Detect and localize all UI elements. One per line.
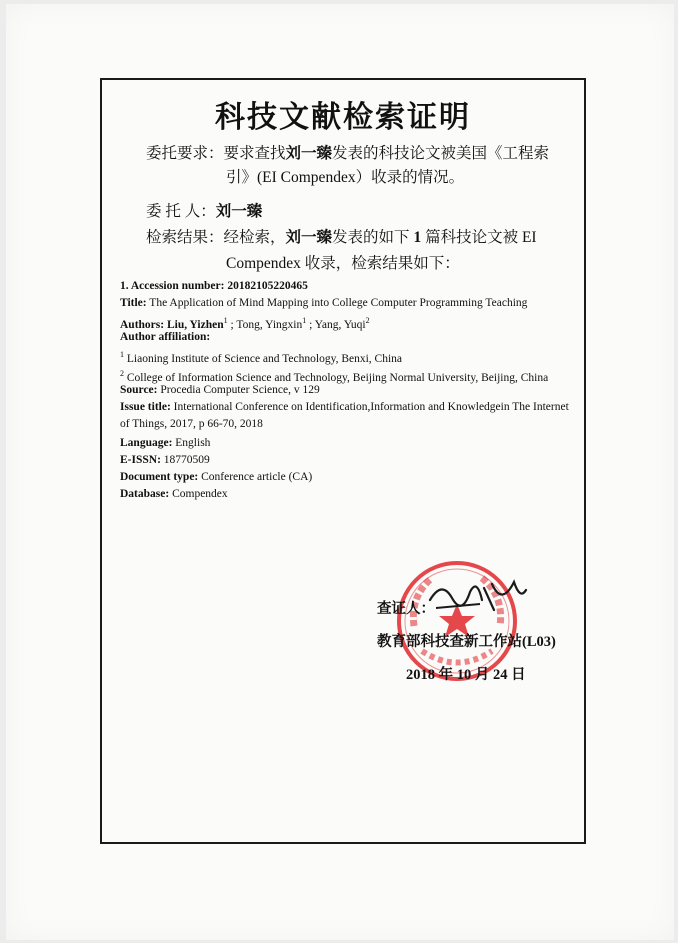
title-value: The Application of Mind Mapping into College Computer Programming Teaching — [146, 297, 528, 309]
request-name: 刘一臻 — [285, 145, 333, 162]
document-sheet — [6, 4, 674, 940]
record-database — [120, 486, 228, 503]
date-year-unit: 年 — [435, 667, 457, 683]
result-text-before: 经检索， — [223, 229, 286, 246]
database-label: Database: — [120, 488, 170, 500]
station-name: 教育部科技查新工作站(L03) — [377, 634, 556, 650]
date-year: 2018 — [406, 667, 435, 683]
client-name: 刘一臻 — [215, 203, 263, 220]
request-text-after: 发表的科技论文被美国《工程索 — [332, 145, 550, 162]
verifier-label: 查证人： — [377, 601, 435, 617]
client-label: 委 托 人： — [146, 203, 216, 220]
record-affiliation-label — [120, 329, 210, 346]
document-title: 科技文献检索证明 — [215, 101, 471, 134]
result-line-2: Compendex 收录，检索结果如下： — [226, 255, 460, 272]
doctype-value: Conference article (CA) — [198, 471, 313, 483]
request-line — [146, 144, 549, 164]
handwritten-signature — [422, 570, 532, 620]
result-text-after: 篇科技论文被 EI — [421, 229, 537, 246]
language-value: English — [172, 437, 211, 449]
record-language — [120, 435, 210, 452]
request-label: 委托要求： — [146, 145, 224, 162]
certificate-date — [406, 663, 526, 684]
affil-2: College of Information Science and Technology, Beijing Normal University, Beijing, China — [124, 372, 549, 384]
result-name: 刘一臻 — [285, 229, 333, 246]
date-month: 10 — [456, 667, 472, 683]
result-line — [146, 228, 537, 248]
affil-2-sup: 2 — [120, 369, 124, 378]
record-title — [120, 295, 527, 312]
record-eissn — [120, 452, 210, 469]
record-accession — [120, 278, 308, 295]
language-label: Language: — [120, 437, 173, 449]
author-1-sup: 1 — [223, 316, 228, 325]
accession-number: 1. Accession number: 20182105220465 — [120, 280, 308, 292]
result-count: 1 — [413, 229, 422, 246]
certificate-frame — [100, 78, 586, 844]
affil-1-sup: 1 — [120, 350, 124, 359]
author-3-sup: 2 — [365, 316, 370, 325]
issue-value: International Conference on Identification,Information and Knowledgein The Internet — [170, 401, 569, 413]
request-text-before: 要求查找 — [223, 145, 286, 162]
result-text-mid: 发表的如下 — [332, 229, 414, 246]
title-label: Title: — [120, 297, 147, 309]
request-line-2: 引》(EI Compendex）收录的情况。 — [226, 169, 465, 186]
date-month-unit: 月 — [471, 667, 493, 683]
affil-1: Liaoning Institute of Science and Technology, Benxi, China — [124, 353, 403, 365]
source-label: Source: — [120, 384, 158, 396]
author-2: ; Tong, Yingxin — [227, 319, 303, 331]
client-line — [146, 202, 262, 222]
source-value: Procedia Computer Science, v 129 — [157, 384, 320, 396]
record-source — [120, 382, 320, 399]
authors-label: Authors: — [120, 319, 165, 331]
author-2-sup: 1 — [302, 316, 307, 325]
author-1: Liu, Yizhen — [164, 319, 224, 331]
record-issue — [120, 399, 569, 416]
record-doctype — [120, 469, 312, 486]
eissn-label: E-ISSN: — [120, 454, 161, 466]
record-issue-cont: of Things, 2017, p 66-70, 2018 — [120, 418, 263, 430]
eissn-value: 18770509 — [160, 454, 210, 466]
doctype-label: Document type: — [120, 471, 199, 483]
date-day: 24 — [493, 667, 508, 683]
affiliation-label: Author affiliation: — [120, 331, 211, 343]
database-value: Compendex — [169, 488, 228, 500]
date-day-unit: 日 — [507, 667, 526, 683]
author-3: ; Yang, Yuqi — [306, 319, 366, 331]
result-label: 检索结果： — [146, 229, 224, 246]
issue-label: Issue title: — [120, 401, 171, 413]
